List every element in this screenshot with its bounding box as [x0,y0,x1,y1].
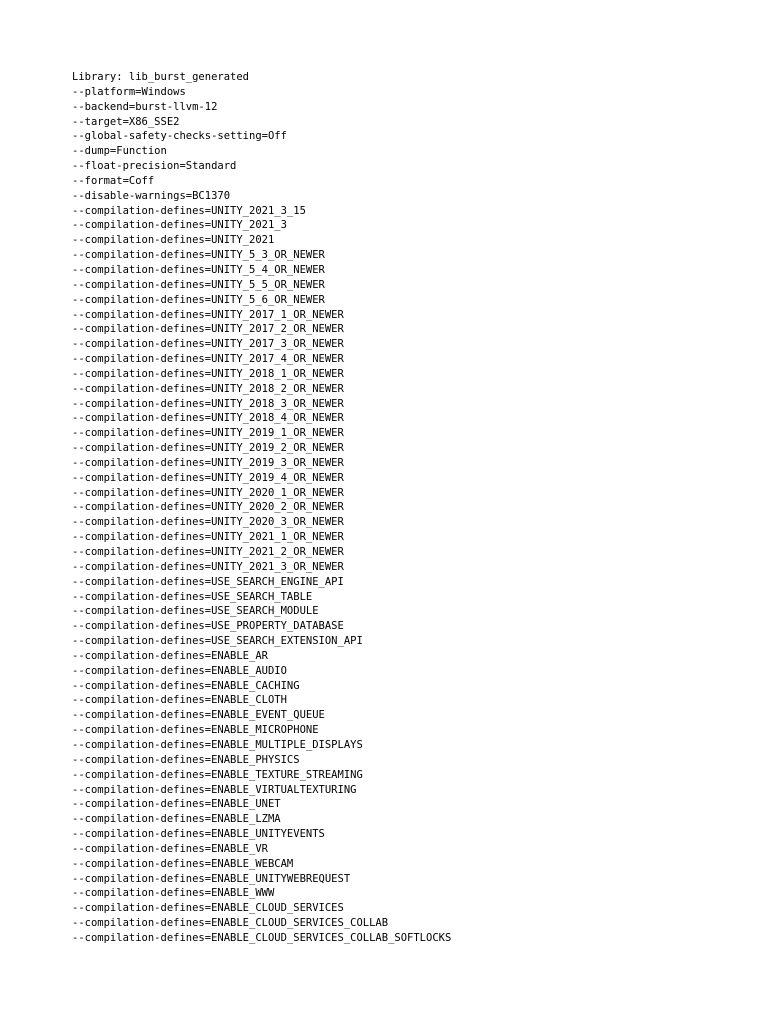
log-line: --compilation-defines=USE_PROPERTY_DATABASE [72,620,344,633]
log-line: --compilation-defines=USE_SEARCH_MODULE [72,605,319,618]
log-line: --compilation-defines=ENABLE_VR [72,842,268,855]
log-line: --disable-warnings=BC1370 [72,189,231,202]
log-line: --compilation-defines=ENABLE_LZMA [72,813,281,826]
log-line: --compilation-defines=UNITY_2017_3_OR_NEWER [72,338,344,351]
log-line: --compilation-defines=UNITY_2021_3_OR_NEWER [72,560,344,573]
log-line: --compilation-defines=UNITY_2020_3_OR_NEWER [72,516,344,529]
log-line: --compilation-defines=UNITY_2019_2_OR_NEWER [72,442,344,455]
log-line: --compilation-defines=ENABLE_CLOUD_SERVICES_COLLAB_SOFTLOCKS [72,931,452,944]
log-line: --compilation-defines=UNITY_2017_4_OR_NEWER [72,353,344,366]
log-line: --compilation-defines=UNITY_2021_1_OR_NEWER [72,531,344,544]
log-line: --compilation-defines=UNITY_2020_2_OR_NEWER [72,501,344,514]
log-line: --compilation-defines=UNITY_2021_3_15 [72,204,306,217]
log-line: --compilation-defines=UNITY_2018_2_OR_NEWER [72,382,344,395]
log-line: --compilation-defines=UNITY_5_4_OR_NEWER [72,263,325,276]
log-line: --compilation-defines=ENABLE_AUDIO [72,664,287,677]
log-line: --compilation-defines=ENABLE_UNITYWEBREQUEST [72,872,351,885]
log-line: --compilation-defines=UNITY_2019_3_OR_NEWER [72,456,344,469]
log-line: --format=Coff [72,174,155,187]
log-line: --compilation-defines=USE_SEARCH_TABLE [72,590,313,603]
log-line: --compilation-defines=UNITY_2021_2_OR_NEWER [72,546,344,558]
log-line: --compilation-defines=ENABLE_MICROPHONE [72,724,319,737]
log-line: --compilation-defines=UNITY_2019_4_OR_NEWER [72,471,344,484]
log-line: --compilation-defines=UNITY_5_6_OR_NEWER [72,293,325,306]
log-line: --backend=burst-llvm-12 [72,100,218,113]
log-line: --compilation-defines=ENABLE_TEXTURE_STREAMING [72,768,363,781]
log-line: --compilation-defines=ENABLE_PHYSICS [72,753,300,766]
log-line: --compilation-defines=UNITY_2018_3_OR_NEWER [72,397,344,410]
log-line: --compilation-defines=UNITY_5_3_OR_NEWER [72,249,325,262]
library-title-line: Library: lib_burst_generated [72,71,250,83]
log-line: --compilation-defines=ENABLE_UNET [72,798,281,811]
log-line: --compilation-defines=ENABLE_MULTIPLE_DISPLAYS [72,738,363,751]
log-line: --compilation-defines=ENABLE_EVENT_QUEUE [72,709,325,722]
log-line: --compilation-defines=UNITY_2017_2_OR_NEWER [72,323,344,336]
log-line: --global-safety-checks-setting=Off [72,130,287,143]
log-line: --compilation-defines=ENABLE_VIRTUALTEXTURING [72,783,357,796]
log-line: --compilation-defines=ENABLE_CLOUD_SERVICES [72,902,344,915]
log-line: --compilation-defines=UNITY_2020_1_OR_NEWER [72,486,344,499]
log-line: --compilation-defines=UNITY_2018_1_OR_NEWER [72,367,344,380]
log-line: --compilation-defines=USE_SEARCH_ENGINE_API [72,575,344,588]
log-line: --compilation-defines=UNITY_2019_1_OR_NEWER [72,427,344,440]
log-line: --compilation-defines=ENABLE_AR [72,649,268,662]
log-line: --compilation-defines=UNITY_2021 [72,234,275,247]
log-line: --dump=Function [72,145,167,158]
log-line: --compilation-defines=ENABLE_WWW [72,887,275,900]
log-line: --compilation-defines=ENABLE_WEBCAM [72,857,294,870]
log-line: --compilation-defines=ENABLE_UNITYEVENTS [72,828,325,841]
log-line: --compilation-defines=ENABLE_CLOUD_SERVICES_COLLAB [72,917,389,930]
log-line: --compilation-defines=UNITY_2021_3 [72,219,287,232]
log-line: --target=X86_SSE2 [72,115,180,128]
log-line: --compilation-defines=ENABLE_CLOTH [72,694,287,707]
log-line: --compilation-defines=UNITY_2018_4_OR_NEWER [72,412,344,425]
log-line: --compilation-defines=ENABLE_CACHING [72,679,300,692]
log-text-block [72,70,712,946]
log-line: --platform=Windows [72,85,186,98]
log-line: --compilation-defines=UNITY_2017_1_OR_NEWER [72,308,344,321]
log-line: --compilation-defines=UNITY_5_5_OR_NEWER [72,278,325,291]
log-line: --float-precision=Standard [72,160,237,173]
log-line: --compilation-defines=USE_SEARCH_EXTENSION_API [72,635,363,648]
